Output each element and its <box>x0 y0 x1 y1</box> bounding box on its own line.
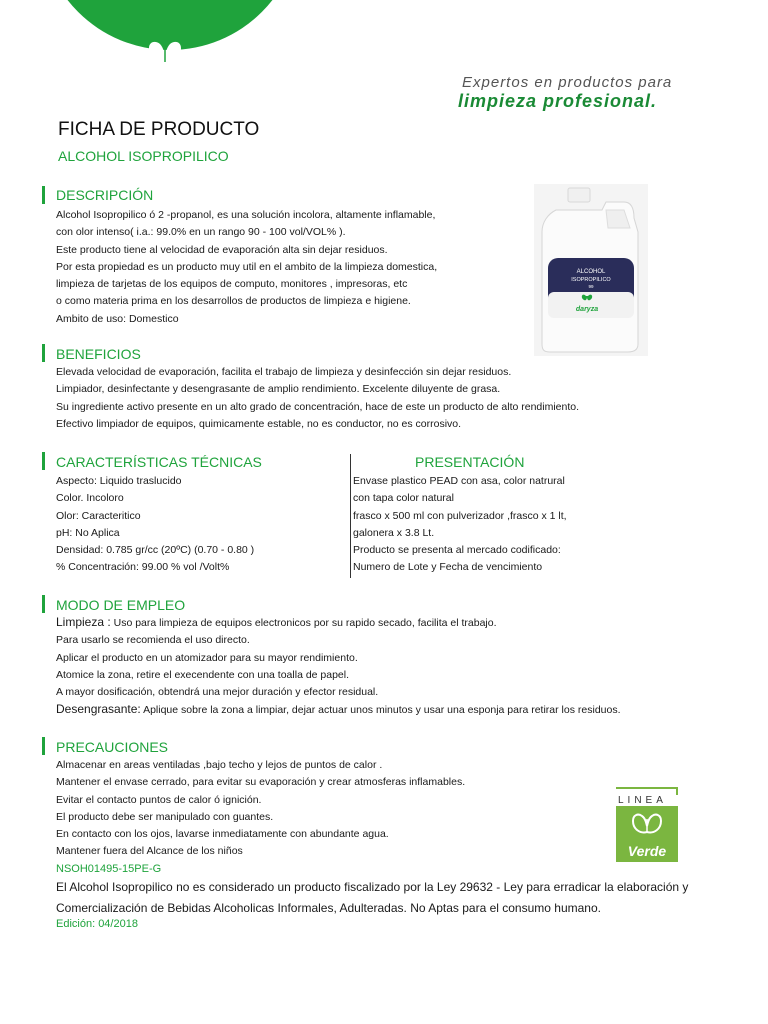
text-line: Limpiador, desinfectante y desengrasante de amplio rendimiento. Excelente diluyente de grasa. <box>56 383 501 396</box>
precauciones-body <box>56 757 465 861</box>
page-title: FICHA DE PRODUCTO <box>58 119 260 140</box>
text-line: Aplicar el producto en un atomizador para su mayor rendimiento. <box>56 651 358 664</box>
presentacion-body <box>353 473 567 577</box>
legal-notice-line2: Comercialización de Bebidas Alcoholicas Informales, Adulteradas. No Aptas para el consumo humano. <box>56 901 601 915</box>
text-line: pH: No Aplica <box>56 526 120 539</box>
section-marker <box>42 186 45 204</box>
section-title-beneficios: BENEFICIOS <box>56 346 141 362</box>
text-line: Evitar el contacto puntos de calor ó ignición. <box>56 793 262 806</box>
text-line: Atomice la zona, retire el execendente con una toalla de papel. <box>56 668 350 681</box>
text-line: o como materia prima en los desarrollos de productos de limpieza e higiene. <box>56 295 411 308</box>
text-line: Color. Incoloro <box>56 492 124 505</box>
bottle-label-line3: 99 <box>588 284 594 289</box>
edition-date: Edición: 04/2018 <box>56 918 138 930</box>
text-line: con olor intenso( i.a.: 99.0% en un rango 90 - 100 vol/VOL% ). <box>56 226 346 239</box>
product-name: ALCOHOL ISOPROPILICO <box>58 148 229 164</box>
text-line: Numero de Lote y Fecha de vencimiento <box>353 561 543 574</box>
bottle-label-line2: ISOPROPILICO <box>571 277 611 283</box>
caracteristicas-body <box>56 473 254 577</box>
section-marker <box>42 452 45 470</box>
butterfly-logo-icon <box>147 38 183 68</box>
brand-name: daryza <box>153 66 199 82</box>
text-line: Este producto tiene al velocidad de evaporación alta sin dejar residuos. <box>56 243 388 256</box>
text-line: Olor: Caracteritico <box>56 509 141 522</box>
limpieza-line <box>56 614 621 632</box>
tagline-line1: Expertos en productos para <box>462 74 673 91</box>
text-line: Densidad: 0.785 gr/cc (20ºC) (0.70 - 0.80 ) <box>56 544 255 557</box>
text-line: En contacto con los ojos, lavarse inmediatamente con abundante agua. <box>56 828 389 841</box>
text-line: Su ingrediente activo presente en un alto grado de concentración, hace de este un producto de alto rendimiento. <box>56 400 580 413</box>
text-line: Almacenar en areas ventiladas ,bajo techo y lejos de puntos de calor . <box>56 759 383 771</box>
section-marker <box>42 737 45 755</box>
text-line: frasco x 500 ml con pulverizador ,frasco x 1 lt, <box>353 509 567 522</box>
linea-verde-linea: LINEA <box>616 795 684 806</box>
bottle-brand: daryza <box>575 306 599 313</box>
product-registry-code: NSOH01495-15PE-G <box>56 863 162 875</box>
section-marker <box>42 344 45 362</box>
bottle-label-line1: ALCOHOL <box>576 269 606 275</box>
text-line: Mantener el envase cerrado, para evitar su evaporación y crear atmosferas inflamables. <box>56 776 466 789</box>
text-line: Envase plastico PEAD con asa, color natrural <box>353 475 565 487</box>
limpieza-label: Limpieza : <box>56 615 111 629</box>
bottle-icon <box>534 184 648 356</box>
text-line: Aspecto: Liquido traslucido <box>56 475 182 487</box>
section-title-precauciones: PRECAUCIONES <box>56 739 169 755</box>
text-line: Por esta propiedad es un producto muy util en el ambito de la limpieza domestica, <box>56 260 438 273</box>
section-title-descripcion: DESCRIPCIÓN <box>56 187 154 203</box>
section-marker <box>42 595 45 613</box>
descripcion-body <box>56 207 437 328</box>
butterfly-icon <box>630 810 664 838</box>
text-line: Efectivo limpiador de equipos, quimicamente estable, no es conductor, no es corrosivo. <box>56 417 462 430</box>
desengrasante-line <box>56 701 621 719</box>
text-line: El producto debe ser manipulado con guantes. <box>56 810 274 823</box>
product-image <box>534 184 648 356</box>
limpieza-text: Uso para limpieza de equipos electronicos por su rapido secado, facilita el trabajo. <box>110 617 497 629</box>
desengrasante-text: Aplique sobre la zona a limpiar, dejar actuar unos minutos y usar una esponja para retirar los residuos. <box>140 704 621 717</box>
section-title-presentacion: PRESENTACIÓN <box>415 454 525 470</box>
tagline-line2: limpieza profesional. <box>458 91 658 111</box>
column-divider <box>350 454 351 578</box>
text-line: Para usarlo se recomienda el uso directo. <box>56 634 250 647</box>
beneficios-body <box>56 364 579 433</box>
text-line: Elevada velocidad de evaporación, facilita el trabajo de limpieza y desinfección sin dejar residuos. <box>56 366 512 378</box>
text-line: Ambito de uso: Domestico <box>56 312 179 325</box>
text-line: Alcohol Isopropilico ó 2 -propanol, es una solución incolora, altamente inflamable, <box>56 209 436 221</box>
text-line: A mayor dosificación, obtendrá una mejor duración y efector residual. <box>56 686 379 699</box>
legal-notice-line1: El Alcohol Isopropilico no es considerado un producto fiscalizado por la Ley 29632 - Ley para erradicar la elaboración y <box>56 880 689 894</box>
section-title-caracteristicas: CARACTERÍSTICAS TÉCNICAS <box>56 454 262 470</box>
text-line: limpieza de tarjetas de los equipos de computo, monitores , impresoras, etc <box>56 278 408 291</box>
desengrasante-label: Desengrasante: <box>56 702 141 717</box>
text-line: galonera x 3.8 Lt. <box>353 526 435 539</box>
section-title-modo-empleo: MODO DE EMPLEO <box>56 597 186 613</box>
linea-verde-verde: Verde <box>627 843 667 859</box>
text-line: % Concentración: 99.00 % vol /Volt% <box>56 561 230 574</box>
modo-empleo-body <box>56 614 621 720</box>
text-line: Producto se presenta al mercado codificado: <box>353 544 561 557</box>
text-line: con tapa color natural <box>353 492 454 505</box>
text-line: Mantener fuera del Alcance de los niños <box>56 845 243 858</box>
